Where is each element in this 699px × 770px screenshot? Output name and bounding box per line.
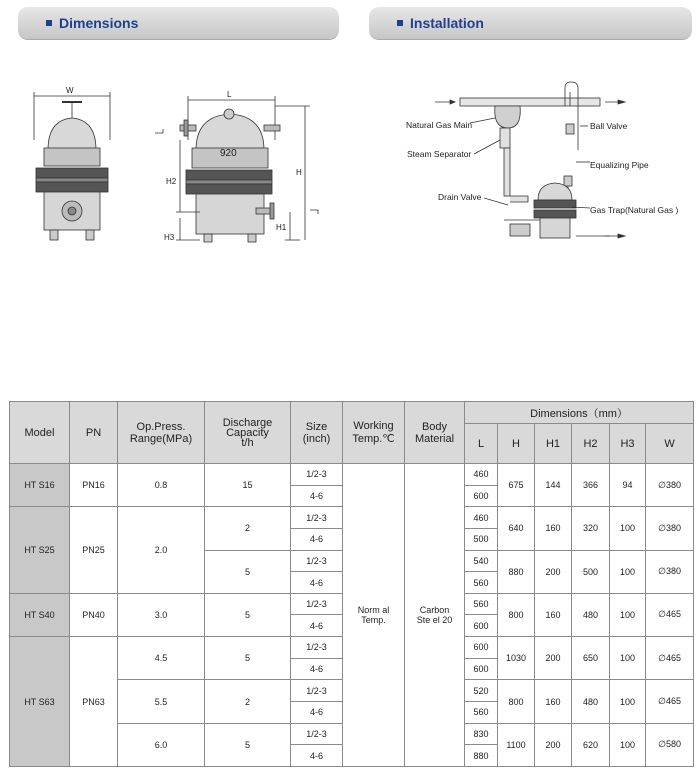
capacity-cell: 2 xyxy=(205,507,291,550)
h1-cell: 160 xyxy=(535,680,572,723)
capacity-cell: 15 xyxy=(205,464,291,507)
l-cell: 600 xyxy=(465,658,498,680)
capacity-cell: 5 xyxy=(205,637,291,680)
model-cell: HT S25 xyxy=(10,507,70,594)
l-cell: 600 xyxy=(465,615,498,637)
size-cell: 4-6 xyxy=(291,702,343,724)
h1-cell: 144 xyxy=(535,464,572,507)
h-cell: 1100 xyxy=(498,723,535,766)
size-cell: 4-6 xyxy=(291,485,343,507)
h2-label: H2 xyxy=(166,177,177,186)
table-row xyxy=(10,464,694,486)
h2-cell: 480 xyxy=(572,593,610,636)
l-label: L xyxy=(227,90,232,99)
pn-header: PN xyxy=(70,402,118,464)
size-cell: 1/2-3 xyxy=(291,680,343,702)
h3-cell: 100 xyxy=(610,593,646,636)
h3-cell: 100 xyxy=(610,507,646,550)
w-header: W xyxy=(646,424,694,464)
capacity-cell: 2 xyxy=(205,680,291,723)
l-cell: 540 xyxy=(465,550,498,572)
l-cell: 460 xyxy=(465,464,498,486)
h3-cell: 100 xyxy=(610,550,646,593)
body-material-cell: Carbon Ste el 20 xyxy=(405,464,465,767)
press-cell: 3.0 xyxy=(118,593,205,636)
h1-cell: 160 xyxy=(535,507,572,550)
h3-label: H3 xyxy=(164,233,175,242)
press-cell: 0.8 xyxy=(118,464,205,507)
dimensions-header xyxy=(18,7,339,39)
size-cell: 4-6 xyxy=(291,572,343,594)
h3-cell: 100 xyxy=(610,637,646,680)
op-press-header: Op.Press. Range(MPa) xyxy=(118,402,205,464)
press-cell: 6.0 xyxy=(118,723,205,766)
header-row xyxy=(10,402,694,424)
w-cell: ∅380 xyxy=(646,464,694,507)
l-cell: 600 xyxy=(465,637,498,659)
l-cell: 560 xyxy=(465,572,498,594)
installation-header xyxy=(369,7,692,39)
size-cell: 4-6 xyxy=(291,615,343,637)
press-cell: 4.5 xyxy=(118,637,205,680)
h2-cell: 320 xyxy=(572,507,610,550)
bullet-square-icon xyxy=(397,20,403,26)
size-cell: 1/2-3 xyxy=(291,464,343,486)
h1-cell: 200 xyxy=(535,550,572,593)
h2-cell: 480 xyxy=(572,680,610,723)
model-header: Model xyxy=(10,402,70,464)
h-cell: 675 xyxy=(498,464,535,507)
l-cell: 830 xyxy=(465,723,498,745)
ball-valve-label: Ball Valve xyxy=(590,121,628,131)
equalizing-pipe-label: Equalizing Pipe xyxy=(590,160,649,170)
h3-header: H3 xyxy=(610,424,646,464)
size-cell: 1/2-3 xyxy=(291,593,343,615)
l-cell: 600 xyxy=(465,485,498,507)
h2-cell: 366 xyxy=(572,464,610,507)
specification-table xyxy=(9,401,694,767)
size-cell: 4-6 xyxy=(291,745,343,767)
h2-header: H2 xyxy=(572,424,610,464)
h-cell: 640 xyxy=(498,507,535,550)
l-cell: 500 xyxy=(465,528,498,550)
size-cell: 1/2-3 xyxy=(291,507,343,529)
installation-diagram xyxy=(400,80,690,260)
size-cell: 1/2-3 xyxy=(291,723,343,745)
h-header: H xyxy=(498,424,535,464)
dimension-drawings xyxy=(0,80,340,260)
w-cell: ∅465 xyxy=(646,680,694,723)
model-cell: HT S16 xyxy=(10,464,70,507)
h-cell: 880 xyxy=(498,550,535,593)
size-cell: 1/2-3 xyxy=(291,637,343,659)
natural-gas-main-label: Natural Gas Main xyxy=(406,120,473,130)
press-cell: 5.5 xyxy=(118,680,205,723)
body-material-header: Body Material xyxy=(405,402,465,464)
w-cell: ∅465 xyxy=(646,593,694,636)
discharge-header: Discharge Capacity t/h xyxy=(205,402,291,464)
drain-valve-label: Drain Valve xyxy=(438,192,482,202)
pn-cell: PN63 xyxy=(70,637,118,767)
l-cell: 520 xyxy=(465,680,498,702)
h2-cell: 500 xyxy=(572,550,610,593)
working-temp-cell: Norm al Temp. xyxy=(343,464,405,767)
steam-separator-label: Steam Separator xyxy=(407,149,472,159)
size-cell: 4-6 xyxy=(291,658,343,680)
size-header: Size (inch) xyxy=(291,402,343,464)
h2-cell: 650 xyxy=(572,637,610,680)
w-cell: ∅580 xyxy=(646,723,694,766)
l-cell: 460 xyxy=(465,507,498,529)
capacity-cell: 5 xyxy=(205,550,291,593)
h-label: H xyxy=(296,168,302,177)
w-cell: ∅465 xyxy=(646,637,694,680)
h3-cell: 100 xyxy=(610,723,646,766)
capacity-cell: 5 xyxy=(205,593,291,636)
gas-trap-label: Gas Trap(Natural Gas ) xyxy=(590,205,679,215)
w-label: W xyxy=(66,86,74,95)
working-temp-header: Working Temp.℃ xyxy=(343,402,405,464)
h-cell: 800 xyxy=(498,593,535,636)
model-cell: HT S63 xyxy=(10,637,70,767)
l-cell: 880 xyxy=(465,745,498,767)
dimensions-header-cell: Dimensions（mm） xyxy=(465,402,694,424)
h3-cell: 100 xyxy=(610,680,646,723)
h1-cell: 200 xyxy=(535,723,572,766)
h1-cell: 200 xyxy=(535,637,572,680)
w-cell: ∅380 xyxy=(646,550,694,593)
size-920-label: 920 xyxy=(220,148,237,159)
h1-header: H1 xyxy=(535,424,572,464)
press-cell: 2.0 xyxy=(118,507,205,594)
size-cell: 1/2-3 xyxy=(291,550,343,572)
pn-cell: PN25 xyxy=(70,507,118,594)
bullet-square-icon xyxy=(46,20,52,26)
h2-cell: 620 xyxy=(572,723,610,766)
l-cell: 560 xyxy=(465,702,498,724)
size-cell: 4-6 xyxy=(291,528,343,550)
dimensions-title: Dimensions xyxy=(59,15,139,31)
h-cell: 1030 xyxy=(498,637,535,680)
l-header: L xyxy=(465,424,498,464)
h1-label: H1 xyxy=(276,223,287,232)
l-cell: 560 xyxy=(465,593,498,615)
model-cell: HT S40 xyxy=(10,593,70,636)
h-cell: 800 xyxy=(498,680,535,723)
w-cell: ∅380 xyxy=(646,507,694,550)
capacity-cell: 5 xyxy=(205,723,291,766)
pn-cell: PN40 xyxy=(70,593,118,636)
installation-title: Installation xyxy=(410,15,484,31)
pn-cell: PN16 xyxy=(70,464,118,507)
h1-cell: 160 xyxy=(535,593,572,636)
h3-cell: 94 xyxy=(610,464,646,507)
